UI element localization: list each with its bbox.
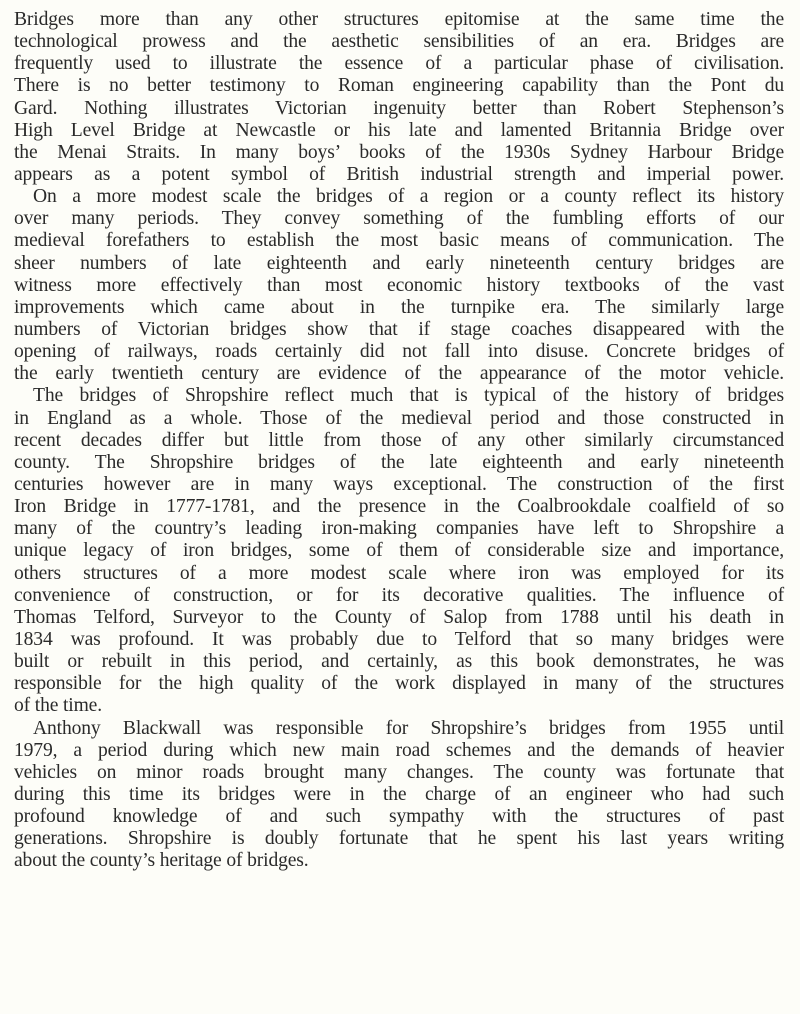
text-line: There is no better testimony to Roman engineering capability than the Pont du — [14, 75, 784, 97]
text-line: Thomas Telford, Surveyor to the County of Salop from 1788 until his death in — [14, 606, 784, 628]
text-line: Bridges more than any other structures epitomise at the same time the — [14, 9, 784, 30]
text-line: 1834 was profound. It was probably due to Telford that so many bridges were — [14, 628, 784, 650]
text-line: sheer numbers of late eighteenth and early nineteenth century bridges are — [14, 252, 784, 274]
text-line: county. The Shropshire bridges of the late eighteenth and early nineteenth — [14, 451, 784, 473]
text-line: On a more modest scale the bridges of a region or a county reflect its history — [33, 186, 784, 208]
text-line: Anthony Blackwall was responsible for Shropshire’s bridges from 1955 until — [33, 717, 784, 739]
text-line: centuries however are in many ways exceptional. The construction of the first — [14, 473, 784, 495]
text-line: recent decades differ but little from those of any other similarly circumstanced — [14, 429, 784, 451]
paragraph-2 — [14, 186, 784, 385]
document-page — [14, 9, 784, 872]
text-line: others structures of a more modest scale where iron was employed for its — [14, 562, 784, 584]
text-line: the early twentieth century are evidence of the appearance of the motor vehicle. — [14, 363, 784, 385]
text-line: The bridges of Shropshire reflect much that is typical of the history of bridges — [33, 385, 784, 407]
paragraph-4 — [14, 718, 784, 873]
paragraph-3 — [14, 385, 784, 717]
text-line: numbers of Victorian bridges show that if stage coaches disappeared with the — [14, 318, 784, 340]
text-line: many of the country’s leading iron-making companies have left to Shropshire a — [14, 518, 784, 540]
text-line: vehicles on minor roads brought many changes. The county was fortunate that — [14, 761, 784, 783]
text-line: appears as a potent symbol of British industrial strength and imperial power. — [14, 163, 784, 185]
text-line: profound knowledge of and such sympathy with the structures of past — [14, 806, 784, 828]
text-line: over many periods. They convey something of the fumbling efforts of our — [14, 208, 784, 230]
text-line: convenience of construction, or for its decorative qualities. The influence of — [14, 584, 784, 606]
text-line: responsible for the high quality of the work displayed in many of the structures — [14, 673, 784, 695]
text-line: during this time its bridges were in the charge of an engineer who had such — [14, 783, 784, 805]
text-line: improvements which came about in the turnpike era. The similarly large — [14, 296, 784, 318]
text-line: about the county’s heritage of bridges. — [14, 850, 309, 872]
text-line: technological prowess and the aesthetic sensibilities of an era. Bridges are — [14, 31, 784, 53]
text-line: of the time. — [14, 695, 102, 717]
text-line: generations. Shropshire is doubly fortunate that he spent his last years writing — [14, 828, 784, 850]
text-line: built or rebuilt in this period, and certainly, as this book demonstrates, he was — [14, 651, 784, 673]
text-line: the Menai Straits. In many boys’ books of the 1930s Sydney Harbour Bridge — [14, 141, 784, 163]
text-line: opening of railways, roads certainly did not fall into disuse. Concrete bridges of — [14, 341, 784, 363]
paragraph-1 — [14, 9, 784, 186]
text-line: Iron Bridge in 1777-1781, and the presence in the Coalbrookdale coalfield of so — [14, 496, 784, 518]
text-line: medieval forefathers to establish the most basic means of communication. The — [14, 230, 784, 252]
text-line: unique legacy of iron bridges, some of them of considerable size and importance, — [14, 540, 784, 562]
text-line: Gard. Nothing illustrates Victorian ingenuity better than Robert Stephenson’s — [14, 97, 784, 119]
text-line: witness more effectively than most economic history textbooks of the vast — [14, 274, 784, 296]
text-line: 1979, a period during which new main road schemes and the demands of heavier — [14, 739, 784, 761]
text-line: High Level Bridge at Newcastle or his late and lamented Britannia Bridge over — [14, 119, 784, 141]
text-line: frequently used to illustrate the essence of a particular phase of civilisation. — [14, 53, 784, 75]
text-line: in England as a whole. Those of the medieval period and those constructed in — [14, 407, 784, 429]
